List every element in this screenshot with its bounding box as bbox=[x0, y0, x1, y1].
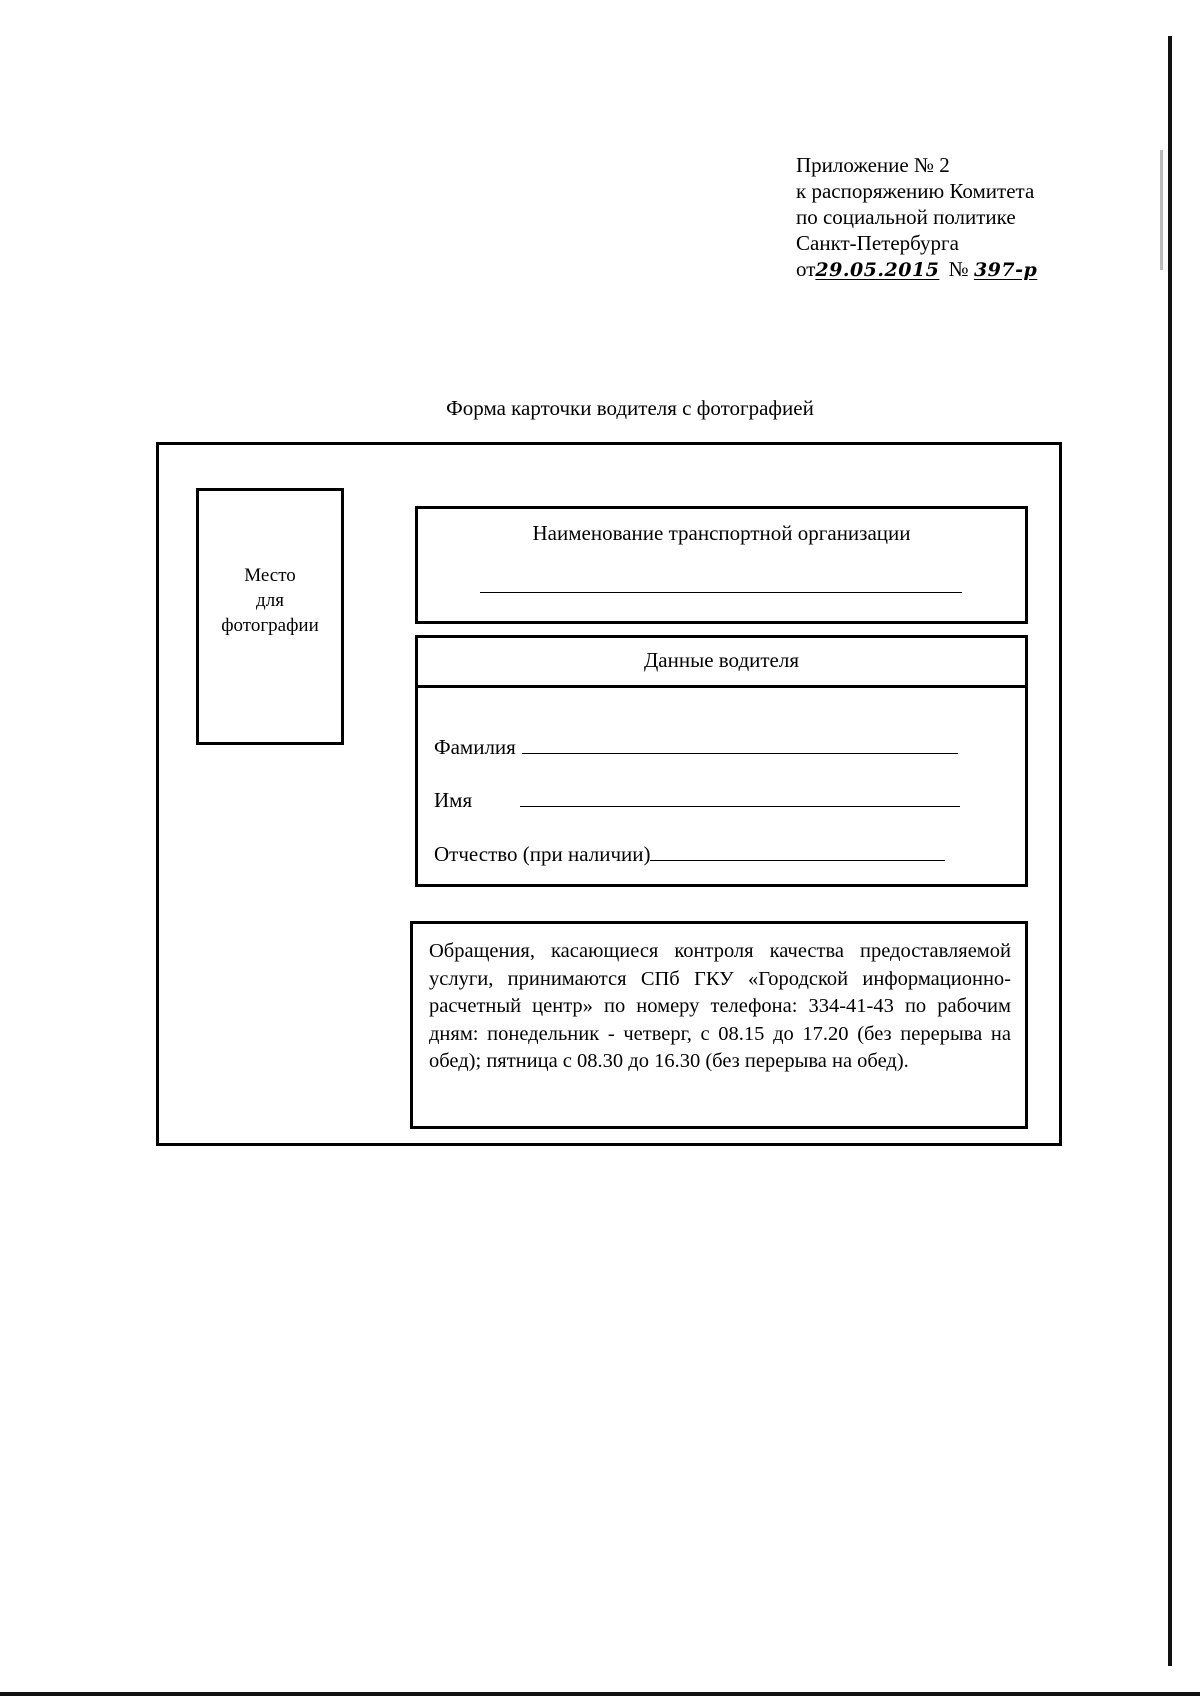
handwritten-date: 29.05.2015 bbox=[815, 259, 940, 281]
scan-edge-speck bbox=[1160, 150, 1163, 270]
appendix-date-line bbox=[796, 256, 1116, 283]
quality-control-notice: Обращения, касающиеся контроля качества предоставляемой услуги, принимаются СПб ГКУ «Городской информационно-расчетный центр» по номеру телефона: 334-41-43 по рабочим дням: понедельник - четверг, с 08.15 до 17.20 (без перерыва на обед); пятница с 08.30 до 16.30 (без перерыва на обед). bbox=[410, 921, 1028, 1129]
scan-edge-bottom bbox=[0, 1692, 1200, 1696]
form-title: Форма карточки водителя с фотографией bbox=[446, 396, 814, 420]
surname-field bbox=[434, 735, 958, 760]
driver-section-title: Данные водителя bbox=[415, 635, 1028, 688]
patronymic-field bbox=[434, 842, 945, 867]
patronymic-blank-line bbox=[650, 842, 945, 861]
appendix-committee: по социальной политике bbox=[796, 205, 1016, 229]
organization-blank-line bbox=[480, 592, 962, 593]
surname-label: Фамилия bbox=[434, 735, 516, 759]
photo-label-line2: для bbox=[256, 590, 284, 611]
surname-blank-line bbox=[522, 735, 958, 754]
name-field bbox=[434, 788, 960, 813]
photo-label-line1: Место bbox=[244, 565, 296, 586]
appendix-number: Приложение № 2 bbox=[796, 153, 950, 177]
name-blank-line bbox=[520, 788, 960, 807]
driver-data-box bbox=[415, 685, 1028, 887]
photo-placeholder bbox=[196, 488, 344, 745]
appendix-order-ref: к распоряжению Комитета bbox=[796, 179, 1035, 203]
organization-box bbox=[415, 506, 1028, 624]
patronymic-label: Отчество (при наличии) bbox=[434, 842, 651, 866]
appendix-header bbox=[796, 152, 1116, 283]
scan-edge-right bbox=[1168, 36, 1172, 1666]
date-prefix: от bbox=[796, 257, 816, 281]
photo-label-line3: фотографии bbox=[221, 615, 319, 636]
appendix-city: Санкт-Петербурга bbox=[796, 231, 959, 255]
organization-label: Наименование транспортной организации bbox=[532, 521, 911, 545]
name-label: Имя bbox=[434, 788, 473, 812]
number-prefix: № bbox=[948, 257, 969, 281]
handwritten-number: 397-р bbox=[973, 259, 1038, 281]
